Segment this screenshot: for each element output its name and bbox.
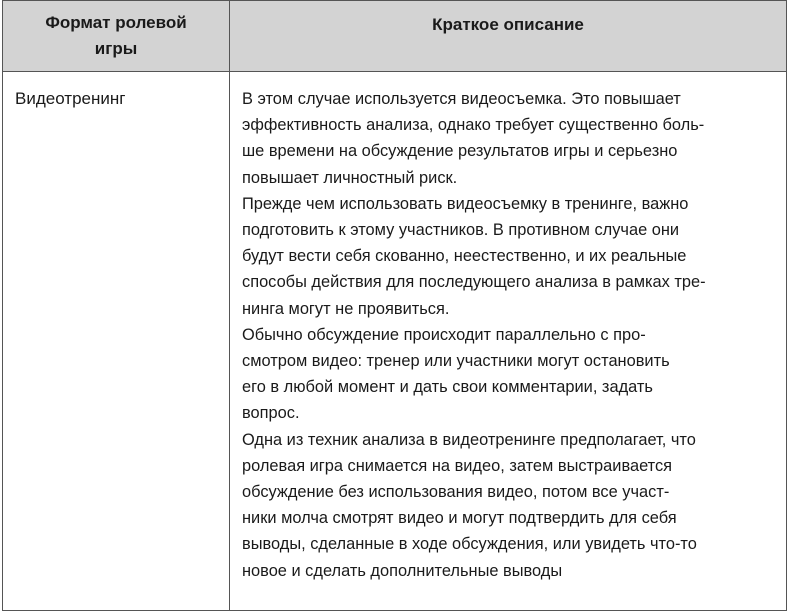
description-line: подготовить к этому участников. В противном случае они <box>242 221 680 240</box>
description-line: В этом случае используется видеосъемка. Это повышает <box>242 90 681 108</box>
header-cell-description: Краткое описание <box>432 15 584 34</box>
description-line: ролевая игра снимается на видео, затем выстраивается <box>242 456 673 475</box>
description-line: обсуждение без использования видео, потом все участ- <box>242 483 670 502</box>
description-line: нинга могут не проявиться. <box>242 299 450 318</box>
content-table <box>2 0 787 611</box>
table-header-row <box>3 1 786 72</box>
description-line: новое и сделать дополнительные выводы <box>242 561 563 580</box>
body-cell-description <box>242 86 778 584</box>
description-line: будут вести себя скованно, неестественно, и их реальные <box>242 247 687 266</box>
description-line: Обычно обсуждение происходит параллельно с про- <box>242 325 646 344</box>
description-line: способы действия для последующего анализа в рамках тре- <box>242 273 706 292</box>
description-line: повышает личностный риск. <box>242 168 458 187</box>
description-line: ше времени на обсуждение результатов игры и серьезно <box>242 142 678 161</box>
column-divider <box>229 1 230 610</box>
description-line: выводы, сделанные в ходе обсуждения, или увидеть что-то <box>242 535 697 554</box>
description-line: Одна из техник анализа в видеотренинге предполагает, что <box>242 430 696 449</box>
header-cell-format: Формат ролевой игры <box>45 13 187 58</box>
body-cell-format: Видеотренинг <box>15 89 126 108</box>
description-line: его в любой момент и дать свои комментарии, задать <box>242 378 653 397</box>
description-line: Прежде чем использовать видеосъемку в тренинге, важно <box>242 194 689 213</box>
description-line: вопрос. <box>242 404 300 423</box>
description-line: ники молча смотрят видео и могут подтвердить для себя <box>242 509 677 528</box>
description-line: смотром видео: тренер или участники могут остановить <box>242 352 670 371</box>
description-line: эффективность анализа, однако требует существенно боль- <box>242 116 705 135</box>
